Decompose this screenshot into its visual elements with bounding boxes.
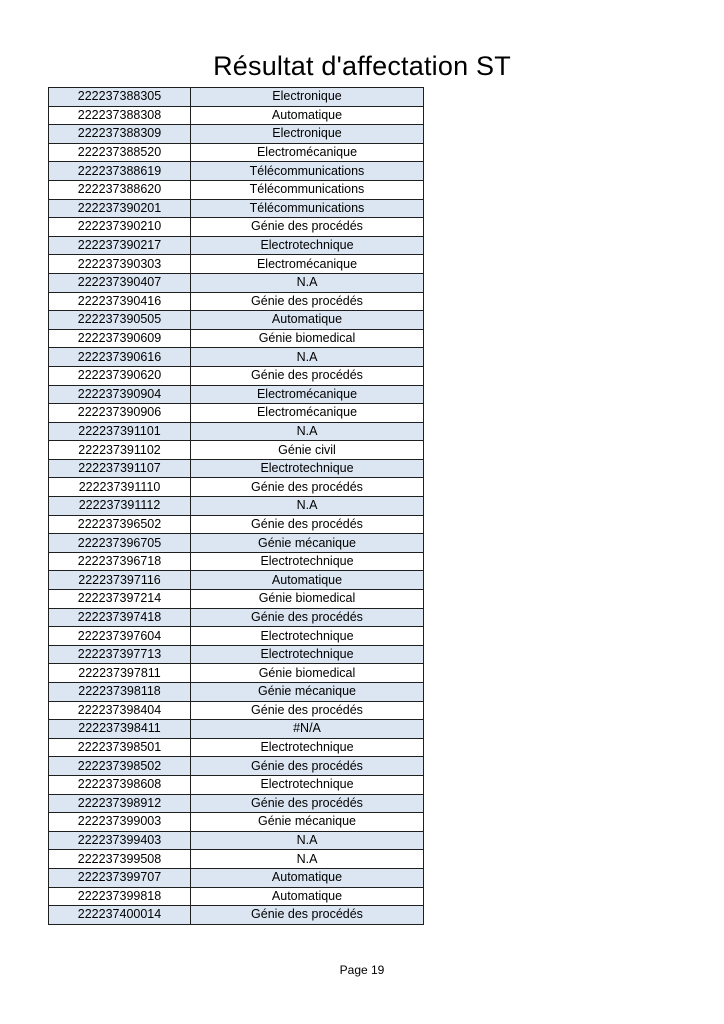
student-id-cell: 222237399003	[49, 813, 191, 832]
table-row	[49, 645, 424, 664]
assigned-field-cell: Electronique	[191, 125, 424, 144]
table-row	[49, 590, 424, 609]
table-row	[49, 199, 424, 218]
assigned-field-cell: Télécommunications	[191, 180, 424, 199]
assigned-field-cell: Télécommunications	[191, 162, 424, 181]
table-row	[49, 385, 424, 404]
assigned-field-cell: Génie mécanique	[191, 813, 424, 832]
page-number: Page 19	[339, 963, 385, 977]
assigned-field-cell: Automatique	[191, 571, 424, 590]
student-id-cell: 222237398411	[49, 720, 191, 739]
student-id-cell: 222237388620	[49, 180, 191, 199]
table-row	[49, 459, 424, 478]
table-row	[49, 738, 424, 757]
table-row	[49, 497, 424, 516]
table-row	[49, 683, 424, 702]
table-row	[49, 255, 424, 274]
assigned-field-cell: Automatique	[191, 887, 424, 906]
assigned-field-cell: N.A	[191, 273, 424, 292]
assigned-field-cell: Automatique	[191, 311, 424, 330]
student-id-cell: 222237388305	[49, 88, 191, 107]
table-row	[49, 868, 424, 887]
student-id-cell: 222237398502	[49, 757, 191, 776]
student-id-cell: 222237390609	[49, 329, 191, 348]
table-row	[49, 534, 424, 553]
student-id-cell: 222237388520	[49, 143, 191, 162]
student-id-cell: 222237397418	[49, 608, 191, 627]
assigned-field-cell: Génie civil	[191, 441, 424, 460]
student-id-cell: 222237398912	[49, 794, 191, 813]
table-row	[49, 664, 424, 683]
student-id-cell: 222237399403	[49, 831, 191, 850]
assigned-field-cell: Génie biomedical	[191, 664, 424, 683]
student-id-cell: 222237390416	[49, 292, 191, 311]
table-row	[49, 236, 424, 255]
assigned-field-cell: Génie des procédés	[191, 515, 424, 534]
student-id-cell: 222237399818	[49, 887, 191, 906]
table-row	[49, 906, 424, 925]
assigned-field-cell: Télécommunications	[191, 199, 424, 218]
assigned-field-cell: Génie biomedical	[191, 590, 424, 609]
assigned-field-cell: Electrotechnique	[191, 627, 424, 646]
assigned-field-cell: N.A	[191, 497, 424, 516]
results-table	[48, 87, 424, 925]
table-row	[49, 775, 424, 794]
assigned-field-cell: N.A	[191, 422, 424, 441]
table-row	[49, 757, 424, 776]
student-id-cell: 222237397604	[49, 627, 191, 646]
table-row	[49, 311, 424, 330]
student-id-cell: 222237391110	[49, 478, 191, 497]
student-id-cell: 222237388309	[49, 125, 191, 144]
table-row	[49, 813, 424, 832]
assigned-field-cell: Electrotechnique	[191, 738, 424, 757]
student-id-cell: 222237388308	[49, 106, 191, 125]
student-id-cell: 222237396502	[49, 515, 191, 534]
assigned-field-cell: Electrotechnique	[191, 459, 424, 478]
table-row	[49, 701, 424, 720]
student-id-cell: 222237398608	[49, 775, 191, 794]
assigned-field-cell: Electrotechnique	[191, 645, 424, 664]
student-id-cell: 222237397116	[49, 571, 191, 590]
student-id-cell: 222237390210	[49, 218, 191, 237]
student-id-cell: 222237391107	[49, 459, 191, 478]
table-row	[49, 348, 424, 367]
table-row	[49, 441, 424, 460]
assigned-field-cell: Automatique	[191, 868, 424, 887]
student-id-cell: 222237400014	[49, 906, 191, 925]
assigned-field-cell: N.A	[191, 831, 424, 850]
table-row	[49, 180, 424, 199]
student-id-cell: 222237396705	[49, 534, 191, 553]
assigned-field-cell: Génie des procédés	[191, 794, 424, 813]
student-id-cell: 222237399508	[49, 850, 191, 869]
assigned-field-cell: N.A	[191, 348, 424, 367]
table-row	[49, 887, 424, 906]
table-row	[49, 627, 424, 646]
table-row	[49, 422, 424, 441]
assigned-field-cell: Génie des procédés	[191, 608, 424, 627]
student-id-cell: 222237391112	[49, 497, 191, 516]
table-row	[49, 850, 424, 869]
assigned-field-cell: Electrotechnique	[191, 775, 424, 794]
table-row	[49, 608, 424, 627]
table-row	[49, 106, 424, 125]
table-row	[49, 404, 424, 423]
student-id-cell: 222237397713	[49, 645, 191, 664]
assigned-field-cell: Electronique	[191, 88, 424, 107]
assigned-field-cell: Génie des procédés	[191, 757, 424, 776]
table-row	[49, 218, 424, 237]
table-row	[49, 794, 424, 813]
assigned-field-cell: Automatique	[191, 106, 424, 125]
student-id-cell: 222237390407	[49, 273, 191, 292]
assigned-field-cell: Electromécanique	[191, 255, 424, 274]
table-row	[49, 125, 424, 144]
student-id-cell: 222237390201	[49, 199, 191, 218]
table-row	[49, 478, 424, 497]
assigned-field-cell: Génie des procédés	[191, 478, 424, 497]
assigned-field-cell: Génie des procédés	[191, 218, 424, 237]
assigned-field-cell: Electromécanique	[191, 404, 424, 423]
table-row	[49, 292, 424, 311]
assigned-field-cell: #N/A	[191, 720, 424, 739]
table-row	[49, 273, 424, 292]
assigned-field-cell: Génie des procédés	[191, 366, 424, 385]
student-id-cell: 222237390616	[49, 348, 191, 367]
table-row	[49, 552, 424, 571]
assigned-field-cell: Electrotechnique	[191, 236, 424, 255]
page-title: Résultat d'affectation ST	[213, 51, 511, 81]
student-id-cell: 222237388619	[49, 162, 191, 181]
assigned-field-cell: Electrotechnique	[191, 552, 424, 571]
student-id-cell: 222237398501	[49, 738, 191, 757]
table-row	[49, 831, 424, 850]
assigned-field-cell: Génie mécanique	[191, 534, 424, 553]
table-row	[49, 720, 424, 739]
student-id-cell: 222237390904	[49, 385, 191, 404]
assigned-field-cell: Electromécanique	[191, 385, 424, 404]
student-id-cell: 222237398118	[49, 683, 191, 702]
table-row	[49, 162, 424, 181]
assigned-field-cell: Electromécanique	[191, 143, 424, 162]
student-id-cell: 222237391101	[49, 422, 191, 441]
student-id-cell: 222237398404	[49, 701, 191, 720]
student-id-cell: 222237396718	[49, 552, 191, 571]
table-row	[49, 88, 424, 107]
assigned-field-cell: Génie mécanique	[191, 683, 424, 702]
table-row	[49, 515, 424, 534]
table-row	[49, 366, 424, 385]
table-row	[49, 143, 424, 162]
table-row	[49, 329, 424, 348]
assigned-field-cell: Génie des procédés	[191, 906, 424, 925]
assigned-field-cell: Génie biomedical	[191, 329, 424, 348]
student-id-cell: 222237390303	[49, 255, 191, 274]
table-row	[49, 571, 424, 590]
student-id-cell: 222237399707	[49, 868, 191, 887]
student-id-cell: 222237397811	[49, 664, 191, 683]
student-id-cell: 222237397214	[49, 590, 191, 609]
assigned-field-cell: N.A	[191, 850, 424, 869]
student-id-cell: 222237391102	[49, 441, 191, 460]
results-table-body	[49, 88, 424, 925]
student-id-cell: 222237390505	[49, 311, 191, 330]
assigned-field-cell: Génie des procédés	[191, 701, 424, 720]
student-id-cell: 222237390620	[49, 366, 191, 385]
assigned-field-cell: Génie des procédés	[191, 292, 424, 311]
student-id-cell: 222237390217	[49, 236, 191, 255]
student-id-cell: 222237390906	[49, 404, 191, 423]
